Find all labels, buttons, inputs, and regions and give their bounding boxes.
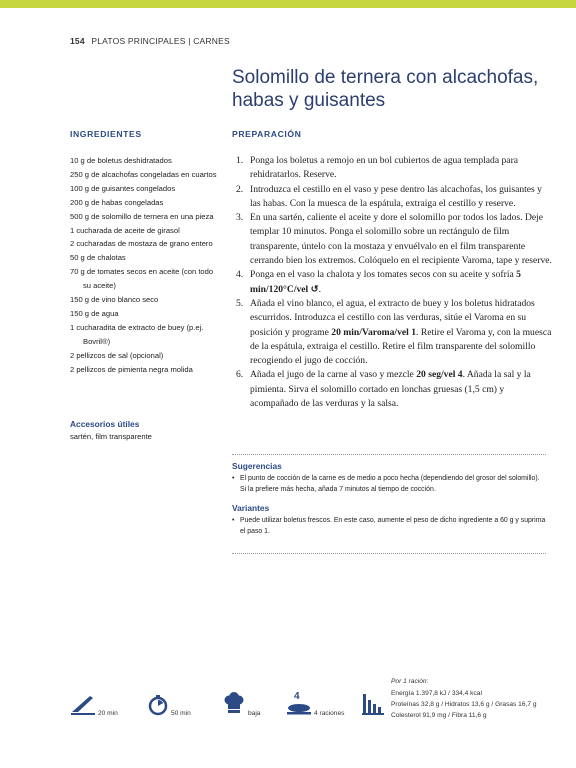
ingredient-item: 200 g de habas congeladas xyxy=(70,197,164,207)
tips-item-text: El punto de cocción de la carne es de medio a poco hecha (dependiendo del grosor del solomillo). Si la prefiere más hecha, añada 7 minutos al tiempo de cocción. xyxy=(240,475,540,494)
ingredient-item: 250 g de alcachofas congeladas en cuartos xyxy=(70,169,217,179)
ingredient-item: 500 g de solomillo de ternera en una pieza xyxy=(70,211,214,221)
ingredients-list xyxy=(70,154,220,377)
step-text: Ponga los boletus a remojo en un bol cubiertos de agua templada para rehidratarlos. Reserve. xyxy=(250,155,519,181)
nutrition-line: Energía 1.397,8 kJ / 334,4 kcal xyxy=(391,690,482,697)
ingredient-item: 50 g de chalotas xyxy=(70,253,126,263)
divider xyxy=(232,553,546,554)
top-color-bar xyxy=(0,0,576,8)
section-label: PLATOS PRINCIPALES | CARNES xyxy=(91,36,230,46)
ingredient-item: 2 cucharadas de mostaza de grano entero xyxy=(70,239,213,249)
ingredient-item: 2 pellizcos de sal (opcional) xyxy=(70,350,164,360)
step-text: . xyxy=(318,283,322,295)
accessories-heading: Accesorios útiles xyxy=(70,419,140,429)
page-number: 154 xyxy=(70,36,85,46)
servings-label: 4 raciones xyxy=(314,710,345,717)
nutrition-line: Proteínas 32,8 g / Hidratos 13,6 g / Grasas 16,7 g xyxy=(391,701,537,708)
nutrition-line: Colesterol 91,9 mg / Fibra 11,6 g xyxy=(391,712,487,719)
ingredient-item: 70 g de tomates secos en aceite (con todo su aceite) xyxy=(70,267,214,291)
timer-icon xyxy=(148,694,168,716)
ingredient-item: 100 g de guisantes congelados xyxy=(70,183,176,193)
step-text: Ponga en el vaso la chalota y los tomates secos con su aceite y sofría xyxy=(250,269,517,281)
step-setting: 20 seg/vel 4 xyxy=(416,369,463,381)
step-number: 3. xyxy=(236,212,244,224)
preparation-step xyxy=(232,183,552,212)
step-number: 4. xyxy=(236,269,244,281)
preparation-step xyxy=(232,368,552,411)
divider xyxy=(232,454,546,455)
bar-chart-icon xyxy=(361,692,385,721)
ingredient-item: 1 cucharadita de extracto de buey (p.ej. Bovril®) xyxy=(70,322,204,346)
preparation-step xyxy=(232,268,552,297)
step-text: Añada el vino blanco, el agua, el extracto de buey y los boletus hidratados escurridos. Introduzca el cestillo con las verduras, sitúe el Varoma en su posición y programe xyxy=(250,297,535,338)
ingredients-heading: INGREDIENTES xyxy=(70,129,142,139)
bullet: • xyxy=(232,475,235,482)
preparation-step xyxy=(232,154,552,183)
tips-item xyxy=(232,473,548,496)
bullet: • xyxy=(232,517,235,524)
preparation-heading: PREPARACIÓN xyxy=(232,129,302,139)
ingredient-item: 1 cucharada de aceite de girasol xyxy=(70,225,180,235)
preparation-steps xyxy=(232,154,552,411)
step-text: . Añada la sal y la pimienta. Sirva el solomillo cortado en lonchas gruesas (1,5 cm) y acompañado de las verduras y la salsa. xyxy=(250,369,531,410)
ingredient-item: 2 pellizcos de pimienta negra molida xyxy=(70,364,193,374)
difficulty-label: baja xyxy=(248,710,261,717)
recipe-title: Solomillo de ternera con alcachofas, habas y guisantes xyxy=(232,67,539,111)
variants-item xyxy=(232,515,548,538)
variants-item-text: Puede utilizar boletus frescos. En este caso, aumente el peso de dicho ingrediente a 60 g y suprima el paso 1. xyxy=(240,517,546,536)
chef-hat-icon xyxy=(224,692,244,714)
nutrition-heading: Por 1 ración: xyxy=(391,678,429,685)
variants-heading: Variantes xyxy=(232,503,270,513)
step-text: Añada el jugo de la carne al vaso y mezcle xyxy=(250,369,417,381)
tips-heading: Sugerencias xyxy=(232,461,282,471)
ingredient-item: 150 g de vino blanco seco xyxy=(70,295,159,305)
step-number: 2. xyxy=(236,183,244,195)
preparation-step xyxy=(232,211,552,268)
step-number: 6. xyxy=(236,369,244,381)
step-setting: 5 min/120°C/vel ↺ xyxy=(250,269,521,295)
step-text: . Retire el Varoma y, con la muesca de la espátula, extraiga el cestillo. Retire el film transparente del solomillo recogiendo el jugo de cocción. xyxy=(250,326,552,367)
step-number: 5. xyxy=(236,297,244,309)
step-number: 1. xyxy=(236,155,244,166)
knife-icon xyxy=(70,692,96,716)
prep-time-label: 20 min xyxy=(98,710,118,717)
page-header xyxy=(70,36,230,46)
step-setting: 20 min/Varoma/vel 1 xyxy=(331,326,417,338)
plate-icon xyxy=(286,702,312,716)
step-text: Introduzca el cestillo en el vaso y pese dentro las alcachofas, los guisantes y las habas. Con la muesca de la espátula, extraiga el cestillo y reserve. xyxy=(250,183,542,209)
total-time-label: 50 min xyxy=(171,710,191,717)
ingredient-item: 150 g de agua xyxy=(70,308,119,318)
ingredient-item: 10 g de boletus deshidratados xyxy=(70,156,172,165)
accessories-text: sartén, film transparente xyxy=(70,432,152,441)
servings-number: 4 xyxy=(294,691,300,702)
preparation-step xyxy=(232,297,552,368)
step-text: En una sartén, caliente el aceite y dore el solomillo por todos los lados. Deje templar 10 minutos. Ponga el solomillo sobre un rectángulo de film transparente, úntelo con la mostaza y envuélvalo en el film transparente cerrando bien los extremos. Colóquelo en el recipiente Varoma, tape y reserve. xyxy=(250,212,552,267)
